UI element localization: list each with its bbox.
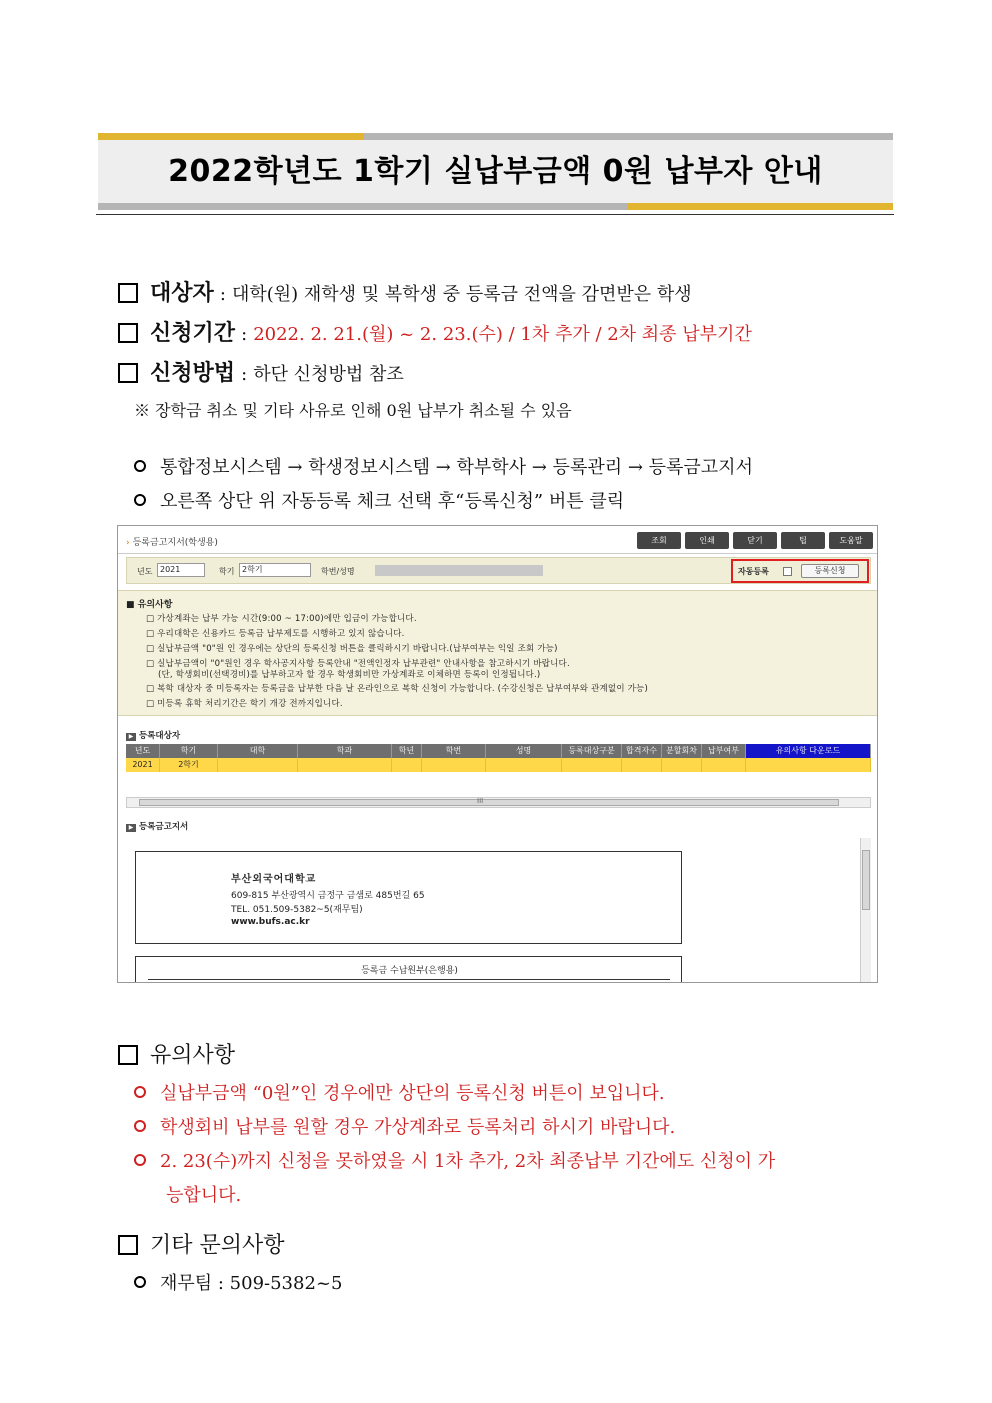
method-label: 신청방법: [150, 360, 236, 386]
arrow-icon: ▶: [126, 733, 136, 741]
target-sep: :: [219, 284, 226, 305]
contact-row: [118, 1233, 285, 1259]
address: 609-815 부산광역시 금정구 금샘로 485번길 65: [231, 891, 425, 901]
term-label: 학기: [219, 567, 235, 576]
print-button[interactable]: 인쇄: [685, 532, 729, 549]
window-header: [118, 526, 878, 554]
method-value: 하단 신청방법 참조: [253, 364, 404, 385]
notice-line: (단, 학생회비(선택경비)를 납부하고자 할 경우 학생회비만 가상계좌로 이체하면 등록이 인정됩니다.): [158, 670, 541, 680]
checkbox-square-icon: [118, 1045, 138, 1065]
scroll-thumb[interactable]: [862, 850, 870, 910]
col-header: 등록대상구분: [562, 744, 622, 758]
col-header: 학과: [298, 744, 392, 758]
col-header: 학년: [392, 744, 422, 758]
notice-panel: [118, 590, 878, 716]
cell: [486, 758, 562, 772]
arrow-icon: ›: [126, 538, 130, 548]
year-input[interactable]: 2021: [157, 563, 205, 577]
step-1: [134, 455, 753, 481]
col-header: 학번: [422, 744, 486, 758]
invoice-card: [135, 851, 682, 944]
col-header: 성명: [486, 744, 562, 758]
banner-bottom-bar: [98, 203, 893, 210]
checkbox-square-icon: [118, 283, 138, 303]
period-row: [118, 320, 752, 348]
col-header: 납부여부: [702, 744, 746, 758]
col-header: 학기: [160, 744, 218, 758]
col-header: 년도: [126, 744, 160, 758]
close-button[interactable]: 닫기: [733, 532, 777, 549]
cell: 2021: [126, 758, 160, 772]
scroll-thumb[interactable]: [139, 799, 839, 806]
filter-bar: [126, 557, 871, 584]
auto-register-checkbox[interactable]: [783, 567, 792, 576]
tip-button[interactable]: 팁: [781, 532, 825, 549]
circle-bullet-icon: [134, 1086, 146, 1098]
period-sep: :: [241, 324, 248, 345]
contact-label: 기타 문의사항: [150, 1233, 285, 1258]
period-value: 2022. 2. 21.(월) ~ 2. 23.(수) / 1차 추가 / 2차 최종 납부기간: [253, 324, 752, 345]
checkbox-square-icon: [118, 363, 138, 383]
circle-bullet-icon: [134, 1154, 146, 1166]
method-sep: :: [241, 364, 248, 385]
table-header: [126, 744, 871, 758]
caution-item: 실납부금액 “0원”인 경우에만 상단의 등록신청 버튼이 보입니다.: [134, 1081, 665, 1107]
horizontal-scrollbar[interactable]: [126, 797, 871, 808]
circle-bullet-icon: [134, 1276, 146, 1288]
target-label: 대상자: [150, 280, 214, 306]
cell: [702, 758, 746, 772]
arrow-icon: ▶: [126, 824, 136, 832]
col-header: 대학: [218, 744, 298, 758]
target-row: [118, 280, 692, 308]
step-2: [134, 489, 624, 515]
caution-item: 학생회비 납부를 원할 경우 가상계좌로 등록처리 하시기 바랍니다.: [134, 1115, 675, 1141]
divider: [148, 979, 670, 980]
receipt-card: [135, 956, 682, 983]
vertical-scrollbar[interactable]: [860, 838, 871, 983]
auto-register-area: [731, 559, 869, 583]
circle-bullet-icon: [134, 1120, 146, 1132]
caution-row: [118, 1043, 235, 1069]
term-select[interactable]: 2학기: [239, 563, 311, 577]
invoice-section-title: ▶ 등록금고지서: [126, 820, 188, 832]
notice-line: □ 복학 대상자 중 미등록자는 등록금을 납부한 다음 날 온라인으로 복학 신청이 가능합니다. (수강신청은 납부여부와 관계없이 가능): [146, 684, 648, 694]
phone: TEL. 051.509-5382~5(재무팀): [231, 905, 363, 915]
notice-line: □ 실납부금액이 "0"원인 경우 학사공지사항 등록안내 "전액인정자 납부관련" 안내사항을 참고하시기 바랍니다.: [146, 659, 570, 669]
receipt-title: 등록금 수납원부(은행용): [361, 966, 458, 976]
method-row: [118, 360, 404, 388]
col-header-download[interactable]: 유의사항 다운로드: [746, 744, 871, 758]
cell: [746, 758, 871, 772]
id-label: 학번/성명: [321, 567, 355, 576]
cell: [422, 758, 486, 772]
help-button[interactable]: 도움말: [829, 532, 873, 549]
list-section-title: ▶ 등록대상자: [126, 729, 180, 741]
notice-line: □ 우리대학은 신용카드 등록금 납부제도를 시행하고 있지 않습니다.: [146, 629, 405, 639]
auto-register-label: 자동등록: [738, 567, 769, 576]
university-name: 부산외국어대학교: [231, 874, 317, 885]
scroll-grip: III: [477, 797, 484, 805]
target-value: 대학(원) 재학생 및 복학생 중 등록금 전액을 감면받은 학생: [231, 284, 692, 305]
cell: [662, 758, 702, 772]
step-2-text: 오른쪽 상단 위 자동등록 체크 선택 후“등록신청” 버튼 클릭: [160, 491, 625, 512]
inquire-button[interactable]: 조회: [637, 532, 681, 549]
col-header: 합격자수: [622, 744, 662, 758]
cancel-note: ※ 장학금 취소 및 기타 사유로 인해 0원 납부가 취소될 수 있음: [134, 401, 572, 420]
notice-line: □ 미등록 휴학 처리기간은 학기 개강 전까지입니다.: [146, 699, 343, 709]
redacted-id-field: [375, 565, 543, 576]
cell: [298, 758, 392, 772]
cell: 2학기: [160, 758, 218, 772]
caution-label: 유의사항: [150, 1043, 236, 1068]
banner-top-bar: [98, 133, 893, 140]
caution-item: 2. 23(수)까지 신청을 못하였을 시 1차 추가, 2차 최종납부 기간에도 신청이 가: [134, 1149, 775, 1175]
title-banner: [98, 133, 893, 217]
caution-item-continued: 능합니다.: [166, 1185, 242, 1206]
checkbox-square-icon: [118, 323, 138, 343]
cell: [218, 758, 298, 772]
cell: [622, 758, 662, 772]
registration-table: [126, 744, 871, 772]
step-1-text: 통합정보시스템 → 학생정보시스템 → 학부학사 → 등록관리 → 등록금고지서: [160, 457, 753, 478]
register-apply-button[interactable]: 등록신청: [801, 564, 859, 578]
cell: [392, 758, 422, 772]
contact-item: 재무팀 : 509-5382~5: [134, 1271, 342, 1297]
system-screenshot: [117, 525, 878, 983]
notice-line: □ 가상계좌는 납부 가능 시간(9:00 ~ 17:00)에만 입금이 가능합니다.: [146, 614, 417, 624]
window-title: › 등록금고지서(학생용): [126, 538, 218, 548]
table-row[interactable]: [126, 758, 871, 772]
col-header: 분할회차: [662, 744, 702, 758]
banner-underline: [96, 214, 894, 215]
circle-bullet-icon: [134, 460, 146, 472]
page-title: 2022학년도 1학기 실납부금액 0원 납부자 안내: [168, 154, 823, 189]
period-label: 신청기간: [150, 320, 236, 346]
cell: [562, 758, 622, 772]
notice-line: □ 실납부금액 "0"원 인 경우에는 상단의 등록신청 버튼을 클릭하시기 바랍니다.(납부여부는 익일 조회 가능): [146, 644, 558, 654]
year-label: 년도: [137, 567, 153, 576]
toolbar: [637, 532, 873, 549]
notice-heading: ■ 유의사항: [126, 600, 173, 610]
checkbox-square-icon: [118, 1235, 138, 1255]
circle-bullet-icon: [134, 494, 146, 506]
website: www.bufs.ac.kr: [231, 917, 310, 927]
